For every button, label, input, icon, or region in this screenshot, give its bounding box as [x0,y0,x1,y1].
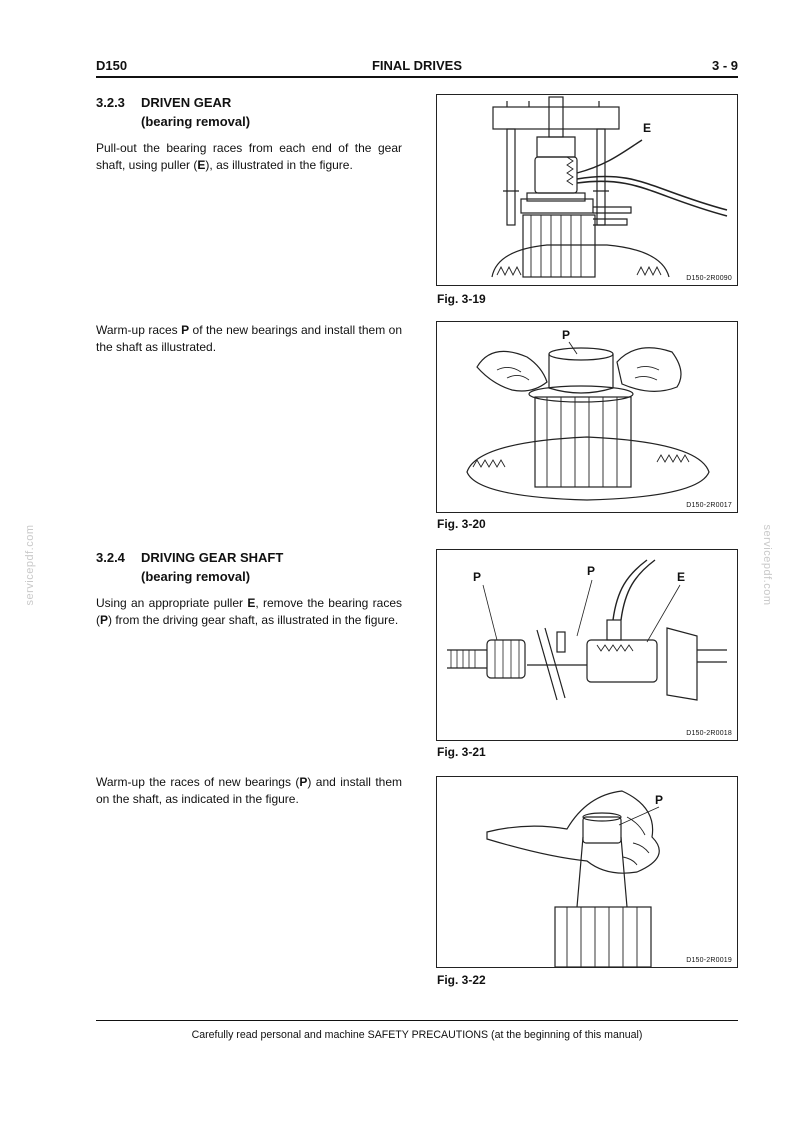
paragraph-install-new-races: Warm-up the races of new bearings (P) and install them on the shaft, as indicated in the figure. [96,775,402,806]
figure-3-19 [436,94,738,286]
figure-code: D150-2R0090 [686,275,732,282]
figure-3-22 [436,776,738,968]
section-heading [96,93,402,131]
label-p-left: P [473,570,482,584]
figure-code: D150-2R0018 [686,730,732,737]
label-e: E [643,121,652,135]
header-rule [96,76,738,78]
page-header [96,56,738,78]
watermark-left: servicepdf.com [24,524,36,606]
section-title-line2: (bearing removal) [141,569,251,584]
section-heading [96,548,402,586]
paragraph-puller-removal: Pull-out the bearing races from each end of the gear shaft, using puller (E), as illustrated in the figure. [96,141,402,172]
figure-3-20 [436,321,738,513]
section-title [141,93,250,131]
section-title-line2: (bearing removal) [141,114,251,129]
figure-3-21 [436,549,738,741]
figure-code: D150-2R0017 [686,502,732,509]
label-e: E [677,570,686,584]
chapter-title: FINAL DRIVES [371,58,463,73]
figure-caption: Fig. 3-19 [437,292,486,306]
figure-code: D150-2R0019 [686,957,732,964]
paragraph-puller-driving-shaft: Using an appropriate puller E, remove the bearing races (P) from the driving gear shaft, as illustrated in the figure. [96,596,402,627]
section-title-line1: DRIVING GEAR SHAFT [141,550,284,565]
footer-safety-note: Carefully read personal and machine SAFETY PRECAUTIONS (at the beginning of this manual) [191,1029,643,1041]
section-driving-gear-shaft [96,548,402,628]
label-p: P [562,328,571,342]
label-p-center: P [587,564,596,578]
figure-caption: Fig. 3-21 [437,745,486,759]
paragraph-warm-up-races: Warm-up races P of the new bearings and install them on the shaft as illustrated. [96,323,402,354]
figure-caption: Fig. 3-22 [437,973,486,987]
puller-illustration [437,95,737,285]
driving-shaft-puller-illustration [437,550,737,740]
race-install-shaft-illustration [437,777,737,967]
page-number: 3 - 9 [711,58,738,73]
section-number: 3.2.3 [96,95,125,110]
section-title-line1: DRIVEN GEAR [141,95,232,110]
section-number: 3.2.4 [96,550,125,565]
section-driven-gear [96,93,402,173]
watermark-right: servicepdf.com [761,524,773,606]
section-title [141,548,283,586]
bearing-race-install-illustration [437,322,737,512]
footer-rule [96,1020,738,1021]
label-p: P [655,793,664,807]
figure-caption: Fig. 3-20 [437,517,486,531]
model-label: D150 [96,58,128,73]
